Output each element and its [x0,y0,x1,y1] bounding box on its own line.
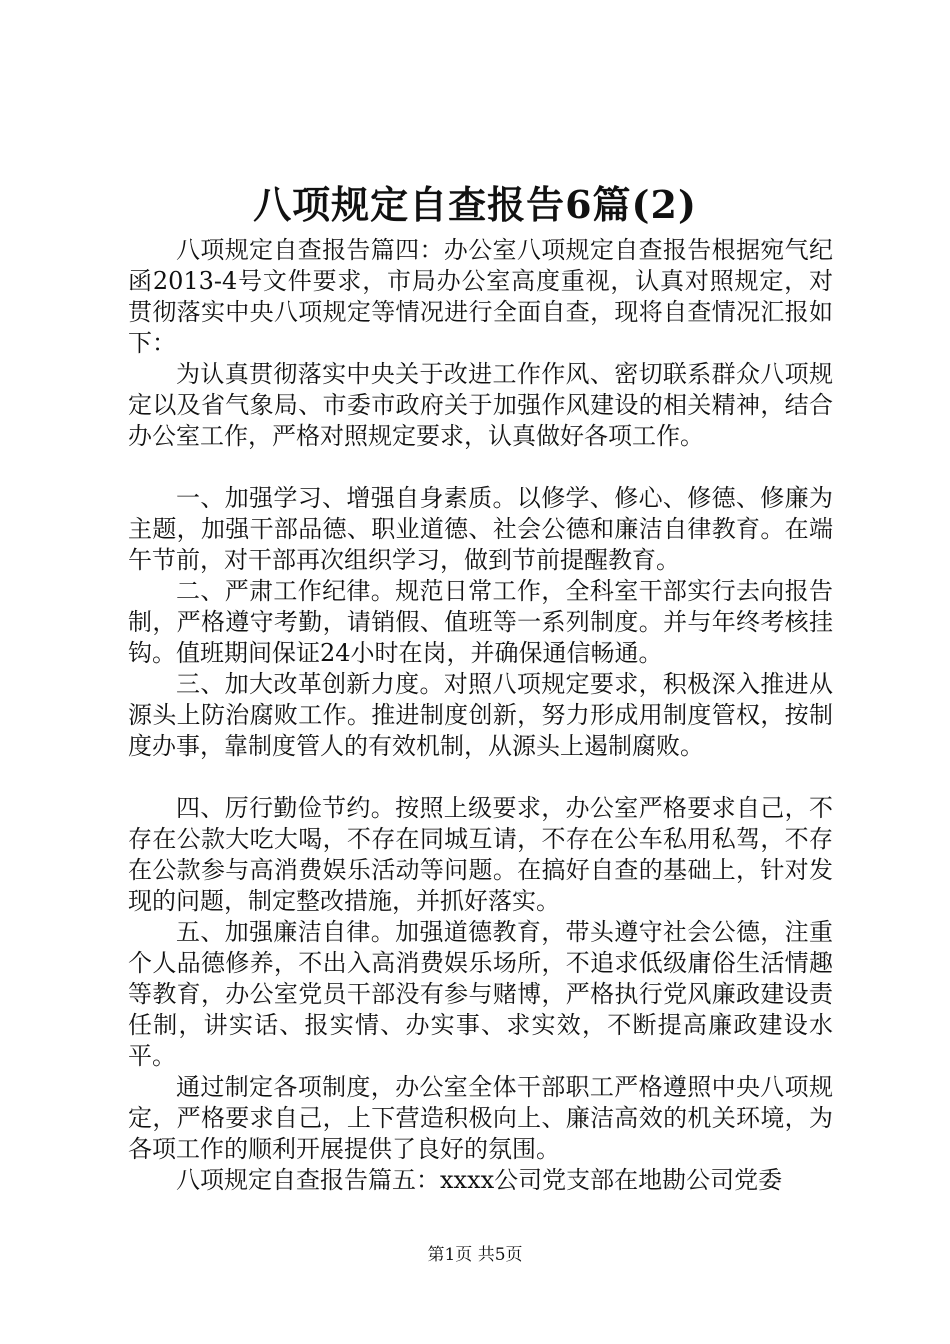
document-body [128,235,833,1196]
document-title: 八项规定自查报告6篇(2) [253,182,697,227]
paragraph-conclusion: 通过制定各项制度，办公室全体干部职工严格遵照中央八项规定，严格要求自己，上下营造积极向上、廉洁高效的机关环境，为各项工作的顺利开展提供了良好的氛围。 [128,1073,833,1163]
paragraph-purpose: 为认真贯彻落实中央关于改进工作作风、密切联系群众八项规定以及省气象局、市委市政府关于加强作风建设的相关精神，结合办公室工作，严格对照规定要求，认真做好各项工作。 [128,360,833,450]
paragraph-next-report: 八项规定自查报告篇五：xxxx公司党支部在地勘公司党委 [176,1166,783,1194]
paragraph-spacer [128,762,833,793]
paragraph-intro: 八项规定自查报告篇四：办公室八项规定自查报告根据宛气纪函2013-4号文件要求，市局办公室高度重视，认真对照规定，对贯彻落实中央八项规定等情况进行全面自查，现将自查情况汇报如下： [128,236,833,357]
paragraph-item-5: 五、加强廉洁自律。加强道德教育，带头遵守社会公德，注重个人品德修养，不出入高消费娱乐场所，不追求低级庸俗生活情趣等教育，办公室党员干部没有参与赌博，严格执行党风廉政建设责任制，讲实话、报实情、办实事、求实效，不断提高廉政建设水平。 [128,918,833,1070]
page-number-footer: 第1页 共5页 [427,1245,523,1265]
paragraph-item-2: 二、严肃工作纪律。规范日常工作，全科室干部实行去向报告制，严格遵守考勤，请销假、值班等一系列制度。并与年终考核挂钩。值班期间保证24小时在岗，并确保通信畅通。 [128,577,833,667]
paragraph-item-1: 一、加强学习、增强自身素质。以修学、修心、修德、修廉为主题，加强干部品德、职业道德、社会公德和廉洁自律教育。在端午节前，对干部再次组织学习，做到节前提醒教育。 [128,484,833,574]
paragraph-item-3: 三、加大改革创新力度。对照八项规定要求，积极深入推进从源头上防治腐败工作。推进制度创新，努力形成用制度管权，按制度办事，靠制度管人的有效机制，从源头上遏制腐败。 [128,670,833,760]
paragraph-item-4: 四、厉行勤俭节约。按照上级要求，办公室严格要求自己，不存在公款大吃大喝，不存在同城互请，不存在公车私用私驾，不存在公款参与高消费娱乐活动等问题。在搞好自查的基础上，针对发现的问题，制定整改措施，并抓好落实。 [128,794,833,915]
paragraph-spacer [128,452,833,483]
